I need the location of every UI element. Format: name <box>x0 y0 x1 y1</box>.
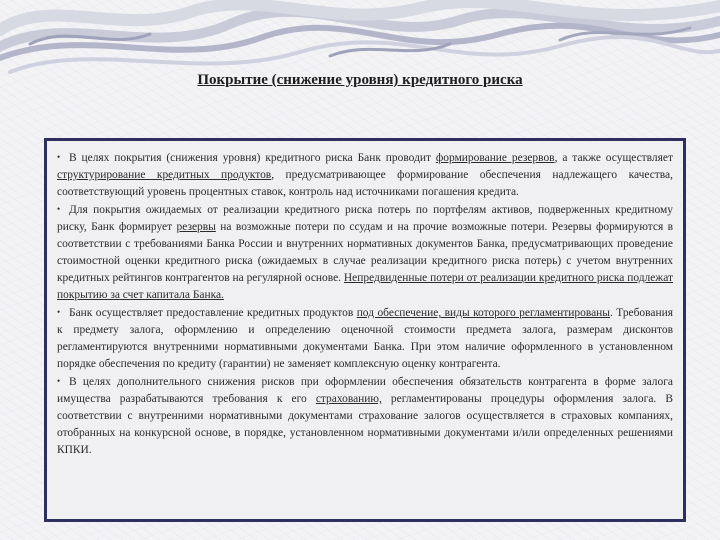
bullet-icon: • <box>57 152 61 162</box>
bullet-icon: • <box>57 204 61 214</box>
bullet-icon: • <box>57 307 61 317</box>
content-frame <box>44 138 686 522</box>
bullet-icon: • <box>57 376 61 386</box>
paragraph-insurance: • В целях дополнительного снижения рисков при оформлении обеспечения обязательств контрагента в форме залога имущества разрабатываются требования к его страхованию, регламентированы процедуры оформления залога. В соответствии с внутренними нормативными документами страхование залогов осуществляется в страховых компаниях, отобранных на конкурсной основе, в порядке, установленном нормативными документами и/или определенных решениями КПКИ. <box>57 373 673 459</box>
slide-title: Покрытие (снижение уровня) кредитного риска <box>197 72 523 88</box>
paragraph-reserves: • В целях покрытия (снижения уровня) кредитного риска Банк проводит формирование резервов, а также осуществляет структурирование кредитных продуктов, предусматривающее формирование обеспечения надлежащего качества, соответствующий уровень процентных ставок, контроль над источниками погашения кредита. <box>57 149 673 201</box>
paragraph-collateral: • Банк осуществляет предоставление кредитных продуктов под обеспечение, виды которого регламентированы. Требования к предмету залога, оформлению и определению оценочной стоимости предмета залога, размерам дисконтов регламентируются внутренними нормативными документами Банка. При этом наличие оформленного в установленном порядке обеспечения по кредиту (гарантии) не заменяет комплексную оценку контрагента. <box>57 304 673 373</box>
paragraph-expected-losses: • Для покрытия ожидаемых от реализации кредитного риска потерь по портфелям активов, подверженных кредитному риску, Банк формирует резервы на возможные потери по ссудам и на прочие возможные потери. Резервы формируются в соответствии с требованиями Банка России и внутренних нормативных документов Банка, предусматривающих проведение стоимостной оценки кредитного риска (ожидаемых в случае реализации кредитного риска потерь) с учетом внутренних кредитных рейтингов контрагентов на регулярной основе. Непредвиденные потери от реализации кредитного риска подлежат покрытию за счет капитала Банка. <box>57 201 673 304</box>
